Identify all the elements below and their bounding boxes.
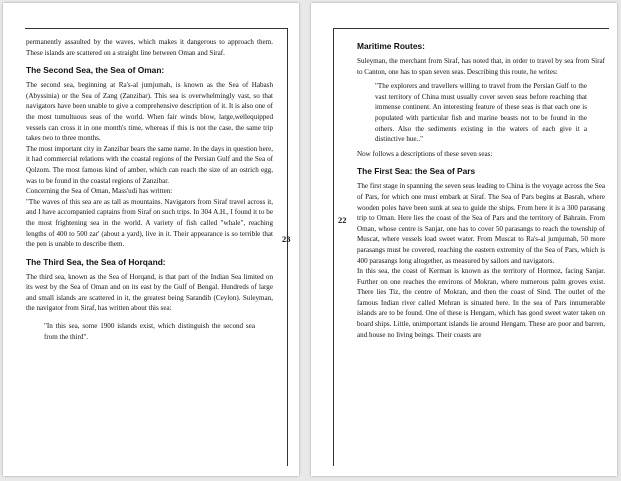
paragraph: Suleyman, the merchant from Siraf, has noted that, in order to travel by sea from Siraf to Canton, one has to span seven seas. Describing this route, he writes: bbox=[357, 57, 605, 76]
block-quote: "The explorers and travellers willing to travel from the Persian Gulf to the vast territory of China must usually cover seven seas before reaching that immense continent. An interesting feature of these seas is that each one is populated with particular fish and marine beasts not to be found in the others. Also the sediments existing in the waters of each give it a distinctive hue.." bbox=[375, 82, 587, 144]
paragraph: The second sea, beginning at Ra's-al jumjumah, is known as the Sea of Habash (Abyssinia) or the Sea of Zang (Zanzibar). This sea is overwhelmingly vast, so that navigators have been unable to give a comprehensive description of it. It is also one of the most tumultuous seas of the world. When fair winds blow, large,wellequipped vessels can cross it in one month's time, whereas if this is not the case, the same trip takes two to three months. bbox=[26, 81, 273, 143]
paragraph: Now follows a descriptions of these seven seas: bbox=[357, 149, 493, 158]
paragraph: permanently assaulted by the waves, which makes it dangerous to approach them. These islands are scattered on a straight line between Oman and Siraf. bbox=[26, 38, 273, 57]
paragraph: The third sea, known as the Sea of Horqand, is that part of the Indian Sea limited on its west by the Sea of Oman and on its east by the Gulf of Bengal. Hundreds of large and small islands are scattered in it, the greatest being Sarandib (Ceylon). Suleyman, the navigator from Siraf, has written about this sea: bbox=[26, 272, 273, 313]
section-heading: The First Sea: the Sea of Pars bbox=[357, 166, 476, 177]
paragraph: Concerning the Sea of Oman, Mass'udi has written: bbox=[26, 187, 173, 196]
left-page bbox=[3, 3, 299, 476]
paragraph: In this sea, the coast of Kerman is known as the territory of Hormoz, facing Sanjar. Further on one reaches the environs of Mokran, where numerous palm groves exist. There lies Tiz, the centre of Mokran, and then the coast of Sind. The outlet of the famous Indian river called Mehran is situated here. In the sea of Pars innumerable islands are to be found. One of these is Hengam, which has good sweet water taken on board ships. Little, unimportant islands lie around Hengam. These are poor and barren, and house no living beings. Their coasts are bbox=[357, 267, 605, 339]
section-heading: The Second Sea, the Sea of Oman: bbox=[26, 65, 165, 76]
paragraph: "The waves of this sea are as tall as mountains. Navigators from Siraf travel across it, and I have accompanied captains from Siraf on such trips. In 304 A.H., I found it to be the most frightening sea in the world. A variety of fish called "whale", reaching lengths of 400 to 500 zar' (about a yard), live in it. Their appearance is so terrible that the pen is unable to describe them. bbox=[26, 197, 273, 249]
paragraph: The most important city in Zanzibar bears the same name. In the days in question here, it had commercial relations with the coastal regions of the Persian Gulf and the Sea of Qolzom. The most famous kind of amber, which can reach the size of an ostrich egg, was to be found in the coastal regions of Zanzibar. bbox=[26, 144, 273, 185]
page-number: 22 bbox=[338, 215, 347, 225]
right-page bbox=[311, 3, 617, 476]
paragraph: The first stage in spanning the seven seas leading to China is the voyage across the Sea of Pars, for which one must embark at Siraf. The Sea of Pars begins at Basrah, where wooden poles have been sunk at sea to guide the ships. From here it is a 300 parasang trip to Oman. Here lies the coast of the Sea of Pars and the territory of Bahrain. From Oman, whose centre is Sanjar, one has to cover 50 parasangs to reach the township of Muscat, where vessels load sweet water. From Muscat to Ra's-al jumjumah, 50 more parasangs must be covered, reaching the eastern extremity of the Sea of Pars, which is 400 parasangs long altogether, as measured by sailors and navigators. bbox=[357, 182, 605, 265]
top-rule bbox=[25, 28, 287, 29]
section-heading: The Third Sea, the Sea of Horqand: bbox=[26, 256, 166, 267]
side-rule bbox=[333, 28, 334, 466]
block-quote: "In this sea, some 1900 islands exist, which distinguish the second sea from the third". bbox=[44, 322, 255, 341]
top-rule bbox=[333, 28, 609, 29]
page-number: 23 bbox=[282, 234, 291, 244]
side-rule bbox=[287, 28, 288, 466]
right-page-text bbox=[357, 37, 605, 340]
left-page-text bbox=[26, 37, 273, 346]
section-heading: Maritime Routes: bbox=[357, 41, 425, 51]
